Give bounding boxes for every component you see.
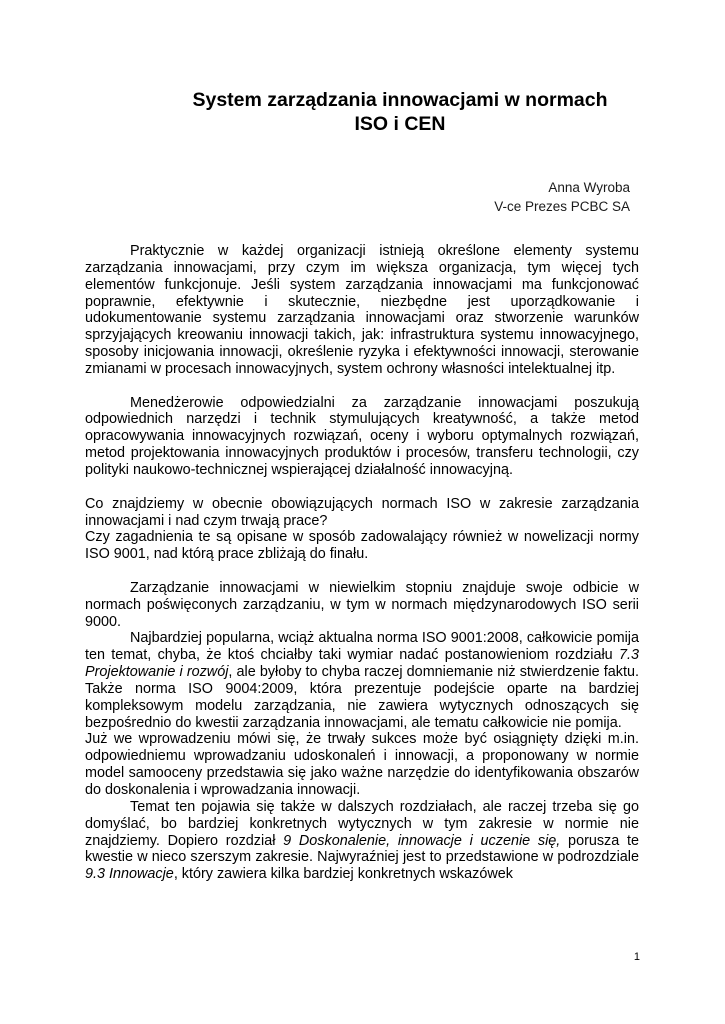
title-line-2: ISO i CEN (354, 113, 446, 135)
question-2: Czy zagadnienia te są opisane w sposób zadowalający również w nowelizacji normy ISO 9001, nad którą prace zbliżają do finału. (85, 529, 639, 563)
section-reference-9: 9 Doskonalenie, innowacje i uczenie się, (283, 832, 561, 849)
question-1: Co znajdziemy w obecnie obowiązujących normach ISO w zakresie zarządzania innowacjami i nad czym trwają prace? (85, 495, 639, 529)
author-name: Anna Wyroba (548, 180, 630, 195)
paragraph-4-text-b: , ale byłoby to chyba raczej domniemanie niż stwierdzenie faktu. Także norma ISO 9004:2009, która prezentuje podejście oparte na bardziej kompleksowym modelu zarządzania, nie zawiera wytycznych odnoszących się bezpośrednio do kwestii zarządzania innowacjami, ale tematu całkowicie nie pomija. (85, 664, 639, 731)
paragraph-5: Już we wprowadzeniu mówi się, że trwały sukces może być osiągnięty dzięki m.in. odpowiedniemu wprowadzaniu udoskonaleń i innowacji, a proponowany w normie model samooceny przedstawia się jako ważne narzędzie do identyfikowania obszarów do doskonalenia i wprowadzania innowacji. (85, 731, 639, 798)
paragraph-4 (85, 630, 639, 731)
section-reference-7-3: 7.3 Projektowanie i rozwój (85, 647, 639, 681)
document-title (100, 88, 700, 136)
paragraph-6-text-c: , który zawiera kilka bardziej konkretnych wskazówek (173, 866, 513, 883)
page-number: 1 (633, 951, 640, 963)
paragraph-2: Menedżerowie odpowiedzialni za zarządzanie innowacjami poszukują odpowiednich narzędzi i technik stymulujących kreatywność, a także metod opracowywania innowacyjnych rozwiązań, oceny i wyboru optymalnych rozwiązań, metod projektowania innowacyjnych produktów i procesów, transferu technologii, czy polityki naukowo-technicznej wspierającej działalność innowacyjną. (85, 394, 639, 478)
paragraph-3: Zarządzanie innowacjami w niewielkim stopniu znajduje swoje odbicie w normach poświęconych zarządzaniu, w tym w normach międzynarodowych ISO serii 9000. (85, 579, 639, 630)
author-block (400, 178, 630, 216)
paragraph-6-text-a: Temat ten pojawia się także w dalszych rozdziałach, ale raczej trzeba się go domyślać, bo bardziej konkretnych wytycznych w tym zakresie w normie nie znajdziemy. Dopiero rozdział (85, 798, 639, 849)
paragraph-6 (85, 799, 639, 883)
paragraph-6-text-b: porusza te kwestie w nieco szerszym zakresie. Najwyraźniej jest to przedstawione w podrozdziale (85, 832, 640, 866)
paragraph-4-text-a: Najbardziej popularna, wciąż aktualna norma ISO 9001:2008, całkowicie pomija ten temat, chyba, że ktoś chciałby taki wymiar nadać postanowieniom rozdziału (85, 630, 639, 664)
section-reference-9-3: 9.3 Innowacje (85, 866, 174, 883)
paragraph-1: Praktycznie w każdej organizacji istnieją określone elementy systemu zarządzania innowacjami, przy czym im większa organizacja, tym więcej tych elementów funkcjonuje. Jeśli system zarządzania innowacjami ma funkcjonować poprawnie, efektywnie i skutecznie, niezbędne jest uporządkowanie i udokumentowanie systemu zarządzania innowacjami oraz stworzenie warunków sprzyjających kreowaniu innowacji takich, jak: infrastruktura systemu innowacyjnego, sposoby inicjowania innowacji, określenie ryzyka i efektywności innowacji, sterowanie zmianami w procesach innowacyjnych, system ochrony własności intelektualnej itp. (85, 243, 639, 377)
author-role: V-ce Prezes PCBC SA (494, 199, 630, 214)
document-body (85, 243, 639, 883)
title-line-1: System zarządzania innowacjami w normach (192, 89, 608, 111)
